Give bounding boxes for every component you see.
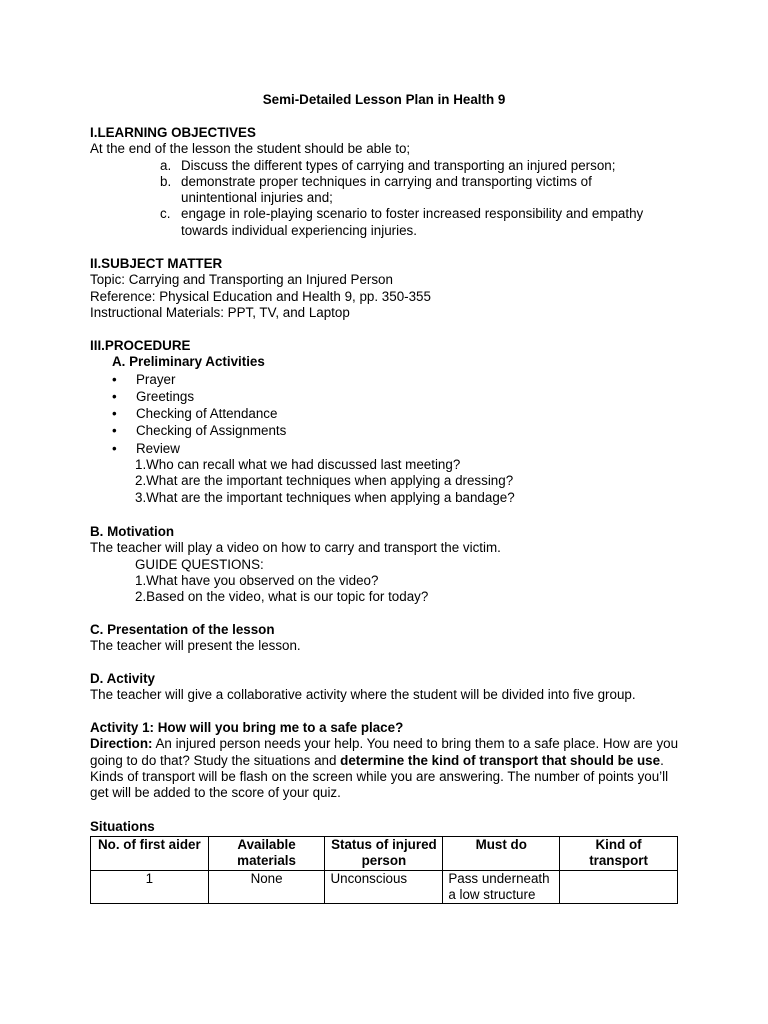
- table-cell: Unconscious: [325, 870, 443, 904]
- presentation-section: [90, 622, 690, 655]
- objectives-list: [160, 158, 690, 239]
- list-item: [112, 441, 690, 457]
- objectives-heading: I.LEARNING OBJECTIVES: [90, 125, 256, 140]
- motivation-section: [90, 524, 690, 605]
- objective-text: demonstrate proper techniques in carrying and transporting victims of unintentional injuries and;: [181, 173, 592, 206]
- bullet-icon: •: [112, 406, 117, 422]
- table-cell: 1: [91, 870, 209, 904]
- procedure-heading: III.PROCEDURE: [90, 338, 191, 353]
- presentation-heading: C. Presentation of the lesson: [90, 622, 275, 637]
- presentation-text: The teacher will present the lesson.: [90, 638, 301, 654]
- column-header: Available materials: [208, 837, 325, 871]
- subject-heading: II.SUBJECT MATTER: [90, 256, 223, 271]
- list-item: [112, 389, 690, 405]
- activity-text: The teacher will give a collaborative activity where the student will be divided into five group.: [90, 687, 636, 703]
- list-item: [112, 423, 690, 439]
- objective-marker: c.: [160, 206, 171, 222]
- list-item-text: Greetings: [136, 388, 195, 404]
- subject-materials: Instructional Materials: PPT, TV, and Laptop: [90, 304, 350, 320]
- activity-heading: D. Activity: [90, 671, 155, 686]
- guide-question: 2.Based on the video, what is our topic for today?: [135, 589, 429, 605]
- objective-item: [160, 206, 690, 239]
- column-header: Status of injured person: [325, 837, 443, 871]
- list-item: [112, 372, 690, 388]
- subject-reference: Reference: Physical Education and Health 9, pp. 350-355: [90, 288, 431, 304]
- preliminary-heading: A. Preliminary Activities: [112, 354, 265, 370]
- list-item: [112, 406, 690, 422]
- activity-section: [90, 671, 690, 704]
- objective-marker: b.: [160, 173, 172, 189]
- guide-questions-heading: GUIDE QUESTIONS:: [135, 556, 264, 572]
- direction-text: An injured person needs your help. You need to bring them to a safe place. How are you going to do that? Study the situations and: [90, 736, 679, 768]
- objective-item: [160, 158, 690, 174]
- guide-question: 1.What have you observed on the video?: [135, 572, 379, 588]
- objective-text: Discuss the different types of carrying and transporting an injured person;: [181, 157, 616, 173]
- table-cell: Pass underneath a low structure: [443, 870, 560, 904]
- page-title: Semi-Detailed Lesson Plan in Health 9: [262, 92, 506, 107]
- activity1-heading: Activity 1: How will you bring me to a safe place?: [90, 720, 404, 735]
- bullet-icon: •: [112, 440, 117, 456]
- situations-heading: Situations: [90, 819, 155, 834]
- direction-label: Direction:: [90, 736, 153, 752]
- list-item-text: Checking of Assignments: [136, 423, 287, 439]
- preliminary-list: [90, 372, 690, 457]
- motivation-heading: B. Motivation: [90, 524, 175, 539]
- objective-text: engage in role-playing scenario to foster increased responsibility and empathy towards individual experiencing injuries.: [181, 206, 644, 238]
- bullet-icon: •: [112, 371, 117, 387]
- objectives-section: [90, 125, 690, 239]
- objectives-intro: At the end of the lesson the student should be able to;: [90, 141, 411, 157]
- table-header-row: [91, 837, 678, 871]
- motivation-text: The teacher will play a video on how to carry and transport the victim.: [90, 540, 501, 556]
- bullet-icon: •: [112, 388, 117, 404]
- column-header: Kind of transport: [560, 837, 678, 871]
- review-question: 2.What are the important techniques when applying a dressing?: [135, 473, 514, 489]
- review-question: 1.Who can recall what we had discussed last meeting?: [135, 457, 461, 473]
- column-header: Must do: [443, 837, 560, 871]
- bullet-icon: •: [112, 423, 117, 439]
- column-header: No. of first aider: [91, 837, 209, 871]
- table-row: [91, 870, 678, 904]
- subject-topic: Topic: Carrying and Transporting an Injured Person: [90, 272, 393, 288]
- list-item-text: Review: [136, 440, 180, 456]
- table-cell: [560, 870, 678, 904]
- review-question: 3.What are the important techniques when applying a bandage?: [135, 489, 515, 505]
- situations-table: [90, 836, 678, 904]
- direction-text-end: . Kinds of transport will be flash on the screen while you are answering. The number of points you’ll get will be added to the score of your quiz.: [90, 752, 669, 801]
- subject-section: [90, 256, 690, 321]
- objective-item: [160, 174, 690, 207]
- procedure-section: [90, 338, 690, 506]
- direction-emphasis: determine the kind of transport that should be use: [340, 752, 661, 768]
- objective-marker: a.: [160, 157, 172, 173]
- list-item-text: Checking of Attendance: [136, 406, 278, 422]
- list-item-text: Prayer: [136, 371, 176, 387]
- direction-paragraph: [90, 736, 680, 801]
- table-cell: None: [208, 870, 325, 904]
- activity1-section: [90, 720, 680, 801]
